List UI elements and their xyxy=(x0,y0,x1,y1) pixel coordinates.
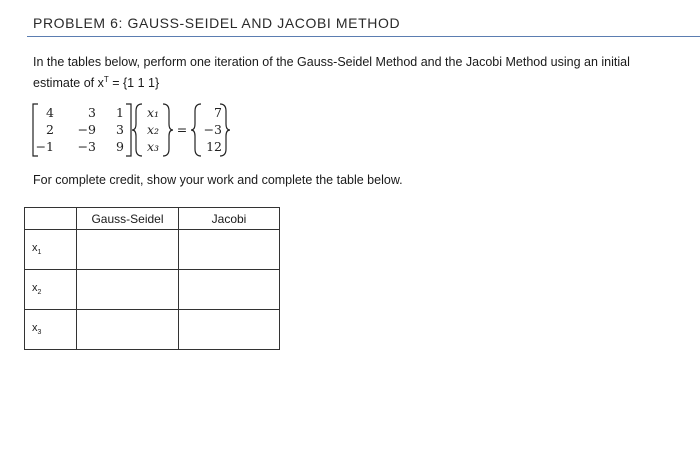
gauss-seidel-x3-cell[interactable] xyxy=(77,310,179,350)
unknown-x1: x₁ xyxy=(146,105,160,120)
unknown-x3: x₃ xyxy=(146,139,160,154)
unknowns-left-brace xyxy=(132,104,142,156)
matrix-cell: 2 xyxy=(46,122,54,137)
header-cell: Jacobi xyxy=(211,212,247,226)
rhs-value: 12 xyxy=(206,139,222,154)
jacobi-x3-cell[interactable] xyxy=(179,310,280,350)
table-header-row xyxy=(25,208,280,230)
matrix-cell: −3 xyxy=(77,139,96,154)
header-cell: Gauss-Seidel xyxy=(91,212,164,226)
row-label-cell xyxy=(25,270,77,310)
instruction-text: For complete credit, show your work and complete the table below. xyxy=(33,173,403,187)
matrix-equation xyxy=(30,102,250,158)
initial-estimate: = {1 1 1} xyxy=(108,76,160,91)
gauss-seidel-x2-cell[interactable] xyxy=(77,270,179,310)
table-corner-cell xyxy=(25,208,77,230)
intro-paragraph xyxy=(33,53,673,92)
table-row xyxy=(25,270,280,310)
row-label-x2: $x_2$ xyxy=(32,282,42,297)
matrix-cell: −9 xyxy=(77,122,96,137)
matrix-cell: 9 xyxy=(116,139,124,154)
results-table xyxy=(24,207,280,350)
matrix-cell: 1 xyxy=(116,105,124,120)
rhs-value: 7 xyxy=(214,105,222,120)
unknowns-right-brace xyxy=(163,104,173,156)
row-label-x1: $x_1$ xyxy=(32,242,42,257)
row-label-cell xyxy=(25,310,77,350)
transpose-superscript: T xyxy=(103,75,109,84)
matrix-cell: 3 xyxy=(116,122,124,137)
row-label-cell xyxy=(25,230,77,270)
header-jacobi xyxy=(179,208,280,230)
jacobi-x2-cell[interactable] xyxy=(179,270,280,310)
rhs-left-brace xyxy=(191,104,201,156)
matrix-cell: 3 xyxy=(88,105,96,120)
rhs-value: −3 xyxy=(203,122,222,137)
row-label-x3: $x_3$ xyxy=(32,322,42,337)
unknown-x2: x₂ xyxy=(146,122,160,137)
intro-text: In the tables below, perform one iteration of the Gauss-Seidel Method and the Jacobi Method using an initial estimate of x xyxy=(33,55,630,91)
page-title: PROBLEM 6: GAUSS-SEIDEL AND JACOBI METHOD xyxy=(33,15,401,31)
matrix-right-bracket xyxy=(126,104,131,156)
header-gauss-seidel xyxy=(77,208,179,230)
jacobi-x1-cell[interactable] xyxy=(179,230,280,270)
matrix-cell: 4 xyxy=(46,105,54,120)
equals-sign: = xyxy=(176,122,188,137)
gauss-seidel-x1-cell[interactable] xyxy=(77,230,179,270)
table-row xyxy=(25,230,280,270)
table-row xyxy=(25,310,280,350)
matrix-cell: −1 xyxy=(35,139,54,154)
title-divider xyxy=(27,36,700,37)
